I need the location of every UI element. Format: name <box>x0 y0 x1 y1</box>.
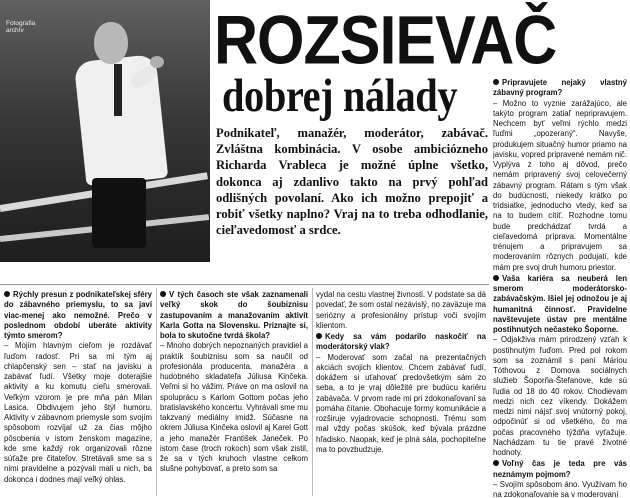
photo-credit: Fotografia archív <box>6 20 36 35</box>
answer-continued: vydal na cestu vlastnej živnosti. V podstate sa dá povedať, že som ostal nezávislý, no zaväzuje ma seriózny a profesionálny prístup voči svojím klientom. <box>316 290 486 330</box>
bullet-icon <box>493 275 499 281</box>
question <box>493 459 627 480</box>
photo-hand <box>150 56 164 68</box>
headline-sub: dobrej nálady <box>222 70 458 122</box>
answer: – Svojím spôsobom áno. Využívam ho na zdokonaľovanie sa v moderovaní <box>493 479 627 498</box>
question <box>493 274 627 336</box>
answer: – Mnoho dobrých nepoznaných pravidiel a praktík šoubiznisu som sa naučil od profesionála producenta, manažéra a hudobného skladateľa Júliusa Kinčeka. Veľmi si ho vážim. Práve on ma oslovil na spoluprácu s Karlom Gottom počas jeho bratislavského koncertu. Vyhrávali sme mu takzvaný mediálny imidž. Súčasne na okrem Júliusa Kinčeka oslovil aj Karel Gott a jeho manažér František Janeček. Po istom čase (troch rokoch) som však zistil, že sa v tých kruhoch vlastne celkom slušne pohybovať, a preto som sa <box>160 341 308 474</box>
question <box>160 290 308 341</box>
article-column-2 <box>160 290 308 475</box>
photo-tie <box>114 64 122 116</box>
article-column-4 <box>493 78 627 498</box>
answer: – Odjakživa mám prirodzený vzťah k postihnutým ľuďom. Pred pol rokom som sa zoznámil s paní Máriou Tóthovou z Domova sociálnych služieb Šoporňa-Štefanove, kde sú ľudia od 18 do 40 rokov. Chodievam medzi nich cez víkendy. Dokážem medzi nimi nájsť svoj vnútorný pokoj, odpočinúť si od všetkého, čo ma počas pracovného týždňa vyťažuje. Nachádzam tu tie pravé životné hodnoty. <box>493 335 627 457</box>
column-divider <box>156 288 157 496</box>
bullet-icon <box>493 79 499 85</box>
bullet-icon <box>316 333 322 339</box>
question-text: Vaša kariéra sa neuberá len smerom moderátorsko-zabávačským. Išiel jej odnožou je aj humanitná činnosť. Pravidelne navštevujete ústav pre mentálne postihnutých nečasteko Šoporne. <box>493 273 627 334</box>
portrait-photo <box>0 0 210 262</box>
answer: – Mojím hlavným cieľom je rozdávať ľuďom radosť. Pri sa mi tým aj chlapčenský sen – stať na javisku a zabávať ľudí. Všetky moje doterajšie aktivity a ku komutu cieľu smerovali. Veľkým vzorom je pre mňa pán Milan Lasica. Obdivujem jeho štýl humoru. Aktivity v zábavnom priemysle som svojím spôsobom rozvíjal už za čias môjho pôsobenia v istom ženskom magazíne, kde sme každý rok organizovali rôzne súťaže pre čitateľov. Stretávali sme sa s nimi pravidelne a pozývali mali u nich, ba dokonca i dodnes mají veľký ohlas. <box>4 341 152 484</box>
question-text: Rýchly presun z podnikateľskej sféry do zábavného priemyslu, to sa javí viac-menej ako nemožné. Prečo v poslednom období uberáte aktivity týmto smerom? <box>4 290 152 340</box>
question-text: V tých časoch ste však zaznamenali veľký skok do šoubiznisu zastupovaním a manažovaním aktivít Karla Gotta na Slovensku. Priznajte si, bola to skutočne tvrdá škola? <box>160 290 308 340</box>
section-divider <box>0 284 489 285</box>
question-text: Kedy sa vám podarilo naskočiť na moderátorský vlak? <box>316 332 486 352</box>
answer: – Možno to vyznie zarážajúco, ale takýto program zatiaľ nepripravujem. Nechcem byť veľmi rýchlo medzi ľuďmi „opozeraný“. Navyše, produkujem situačný humor priamo na javisku, vopred pripravené nemám nič. Vyplýva z toho aj dôvod, prečo nemám pripravený svoj celovečerný zábavný program. Rátam s tým však do budúcnosti, niekedy krátko po tridsiatke, jednoducho vtedy, keď sa na to budem cítiť. Rozhodne tomu bude predchádzať tvrdá a cieľavedomá príprava. Momentálne trénujem a pripravujem sa moderovaním rôznych podujatí, kde mám pre svoj druh humoru priestor. <box>493 98 627 272</box>
bullet-icon <box>493 460 499 466</box>
bullet-icon <box>4 291 10 297</box>
column-divider <box>312 288 313 496</box>
article-column-1 <box>4 290 152 485</box>
article-column-3 <box>316 290 486 455</box>
question <box>4 290 152 341</box>
headline-main: ROZSIEVAČ <box>214 2 557 79</box>
bullet-icon <box>160 291 166 297</box>
photo-head <box>94 22 128 64</box>
answer: – Moderovať som začal na prezentačných akciách svojich klientov. Chcem zabávať ľudí, dokážem si uťahovať predovšetkým sám zo seba, a to je vraj dôležité pre budúcu kariéru zabávača. V prvom rade mi pri zdokonaľovaní sa pomáha čítanie. Obohacuje formy komunikácie a rozširuje vyjadrovacie schopnosti. Trému som mal vždy počas skúšok, keď bývala prázdne hľadisko. Naopak, keď je plná sála, pochopiteľne ma to povzbudzuje. <box>316 352 486 454</box>
photo-legs <box>92 178 146 248</box>
question <box>493 78 627 99</box>
lead-paragraph: Podnikateľ, manažér, moderátor, zabávač. Zvláštna kombinácia. V osobe ambiciózneho Richarda Vrableca je možné úplne všetko, dokonca aj zdanlivo takto na prvý pohľad odlišných povolaní. Ako ich možno prepojiť a robiť všetky naplno? Vraj na to treba odhodlanie, cieľavedomosť a srdce. <box>216 126 488 238</box>
question <box>316 332 486 353</box>
question-text: Pripravujete nejaký vlastný zábavný program? <box>493 78 627 98</box>
question-text: Voľný čas je teda pre vás neznámym pojmom? <box>493 459 627 479</box>
